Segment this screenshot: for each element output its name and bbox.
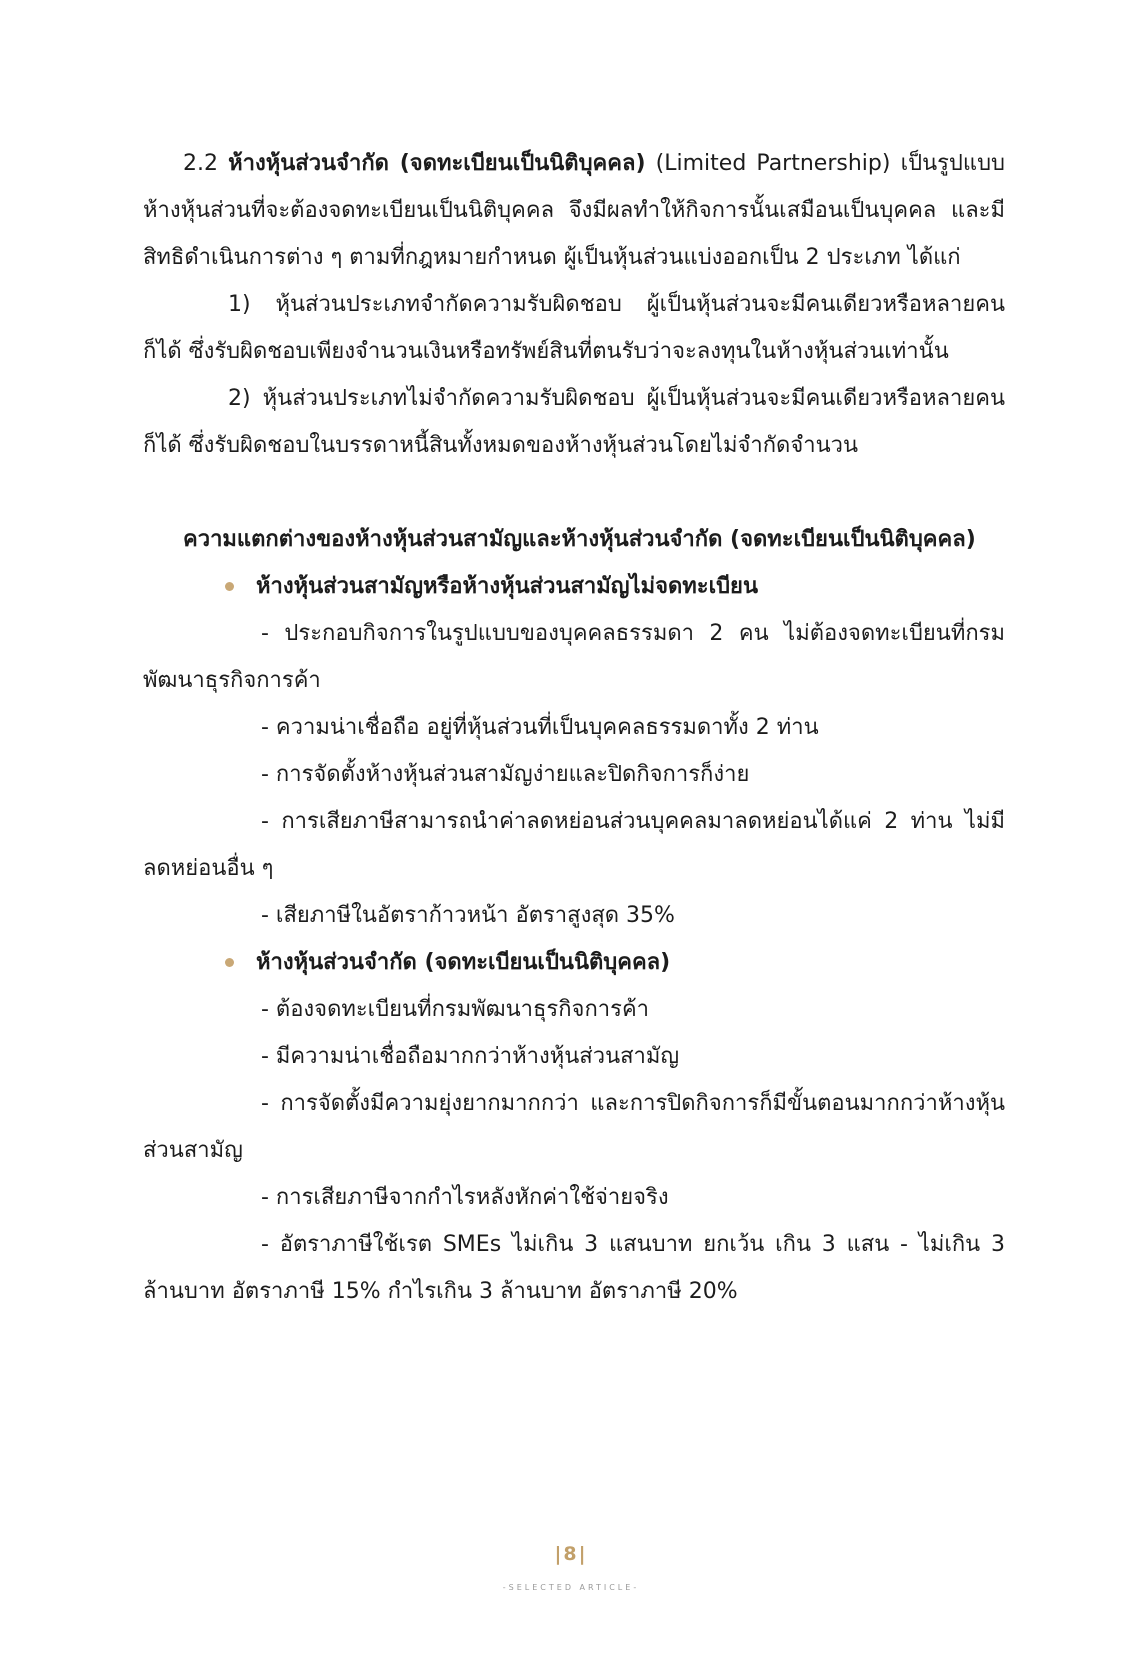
ordinary-point: - ความน่าเชื่อถือ อยู่ที่หุ้นส่วนที่เป็นบุคคลธรรมดาทั้ง 2 ท่าน bbox=[261, 715, 819, 740]
limited-point: - อัตราภาษีใช้เรต SMEs ไม่เกิน 3 แสนบาท ยกเว้น เกิน 3 แสน - ไม่เกิน 3 ล้านบาท อัตราภาษี 15% กำไรเกิน 3 ล้านบาท อัตราภาษี 20% bbox=[143, 1232, 1005, 1304]
comparison-heading: ความแตกต่างของห้างหุ้นส่วนสามัญและห้างหุ้นส่วนจำกัด (จดทะเบียนเป็นนิติบุคคล) bbox=[183, 527, 976, 552]
bullet-limited-partnership bbox=[143, 939, 1005, 986]
section-spacer bbox=[143, 469, 1005, 516]
partner-type-2: 2) หุ้นส่วนประเภทไม่จำกัดความรับผิดชอบ ผู้เป็นหุ้นส่วนจะมีคนเดียวหรือหลายคนก็ได้ ซึ่งรับผิดชอบในบรรดาหนี้สินทั้งหมดของห้างหุ้นส่วนโดยไม่จำกัดจำนวน bbox=[143, 386, 1005, 458]
limited-point: - การจัดตั้งมีความยุ่งยากมากกว่า และการปิดกิจการก็มีขั้นตอนมากกว่าห้างหุ้นส่วนสามัญ bbox=[143, 1091, 1005, 1163]
ordinary-point: - การจัดตั้งห้างหุ้นส่วนสามัญง่ายและปิดกิจการก็ง่าย bbox=[261, 762, 750, 787]
article-body bbox=[143, 140, 1005, 1315]
limited-partnership-title: ห้างหุ้นส่วนจำกัด (จดทะเบียนเป็นนิติบุคคล) bbox=[256, 950, 671, 975]
partner-type-1: 1) หุ้นส่วนประเภทจำกัดความรับผิดชอบ ผู้เป็นหุ้นส่วนจะมีคนเดียวหรือหลายคนก็ได้ ซึ่งรับผิดชอบเพียงจำนวนเงินหรือทรัพย์สินที่ตนรับว่าจะลงทุนในห้างหุ้นส่วนเท่านั้น bbox=[143, 292, 1005, 364]
bullet-dot-icon bbox=[225, 582, 234, 591]
limited-point: - การเสียภาษีจากกำไรหลังหักค่าใช้จ่ายจริง bbox=[261, 1185, 669, 1210]
page-number: |8| bbox=[554, 1543, 588, 1565]
bullet-dot-icon bbox=[225, 958, 234, 967]
section-title: ห้างหุ้นส่วนจำกัด (จดทะเบียนเป็นนิติบุคคล) bbox=[228, 151, 646, 176]
ordinary-point: - เสียภาษีในอัตราก้าวหน้า อัตราสูงสุด 35% bbox=[261, 903, 675, 928]
limited-point: - มีความน่าเชื่อถือมากกว่าห้างหุ้นส่วนสามัญ bbox=[261, 1044, 680, 1069]
section-intro-text: เป็นรูปแบบห้างหุ้นส่วนที่จะต้องจดทะเบียนเป็นนิติบุคคล จึงมีผลทำให้กิจการนั้นเสมือนเป็นบุคคล และมีสิทธิดำเนินการต่าง ๆ ตามที่กฎหมายกำหนด ผู้เป็นหุ้นส่วนแบ่งออกเป็น 2 ประเภท ได้แก่ bbox=[143, 151, 1005, 270]
section-number: 2.2 bbox=[183, 151, 218, 176]
bullet-ordinary-partnership bbox=[143, 563, 1005, 610]
ordinary-point: - การเสียภาษีสามารถนำค่าลดหย่อนส่วนบุคคลมาลดหย่อนได้แค่ 2 ท่าน ไม่มีลดหย่อนอื่น ๆ bbox=[143, 809, 1005, 881]
ordinary-partnership-title: ห้างหุ้นส่วนสามัญหรือห้างหุ้นส่วนสามัญไม่จดทะเบียน bbox=[256, 574, 758, 599]
limited-point: - ต้องจดทะเบียนที่กรมพัฒนาธุรกิจการค้า bbox=[261, 997, 650, 1022]
footer-label: -SELECTED ARTICLE- bbox=[502, 1583, 640, 1592]
section-title-english: (Limited Partnership) bbox=[655, 151, 891, 176]
ordinary-point: - ประกอบกิจการในรูปแบบของบุคคลธรรมดา 2 คน ไม่ต้องจดทะเบียนที่กรมพัฒนาธุรกิจการค้า bbox=[143, 621, 1005, 693]
section-heading-paragraph bbox=[143, 140, 1005, 281]
